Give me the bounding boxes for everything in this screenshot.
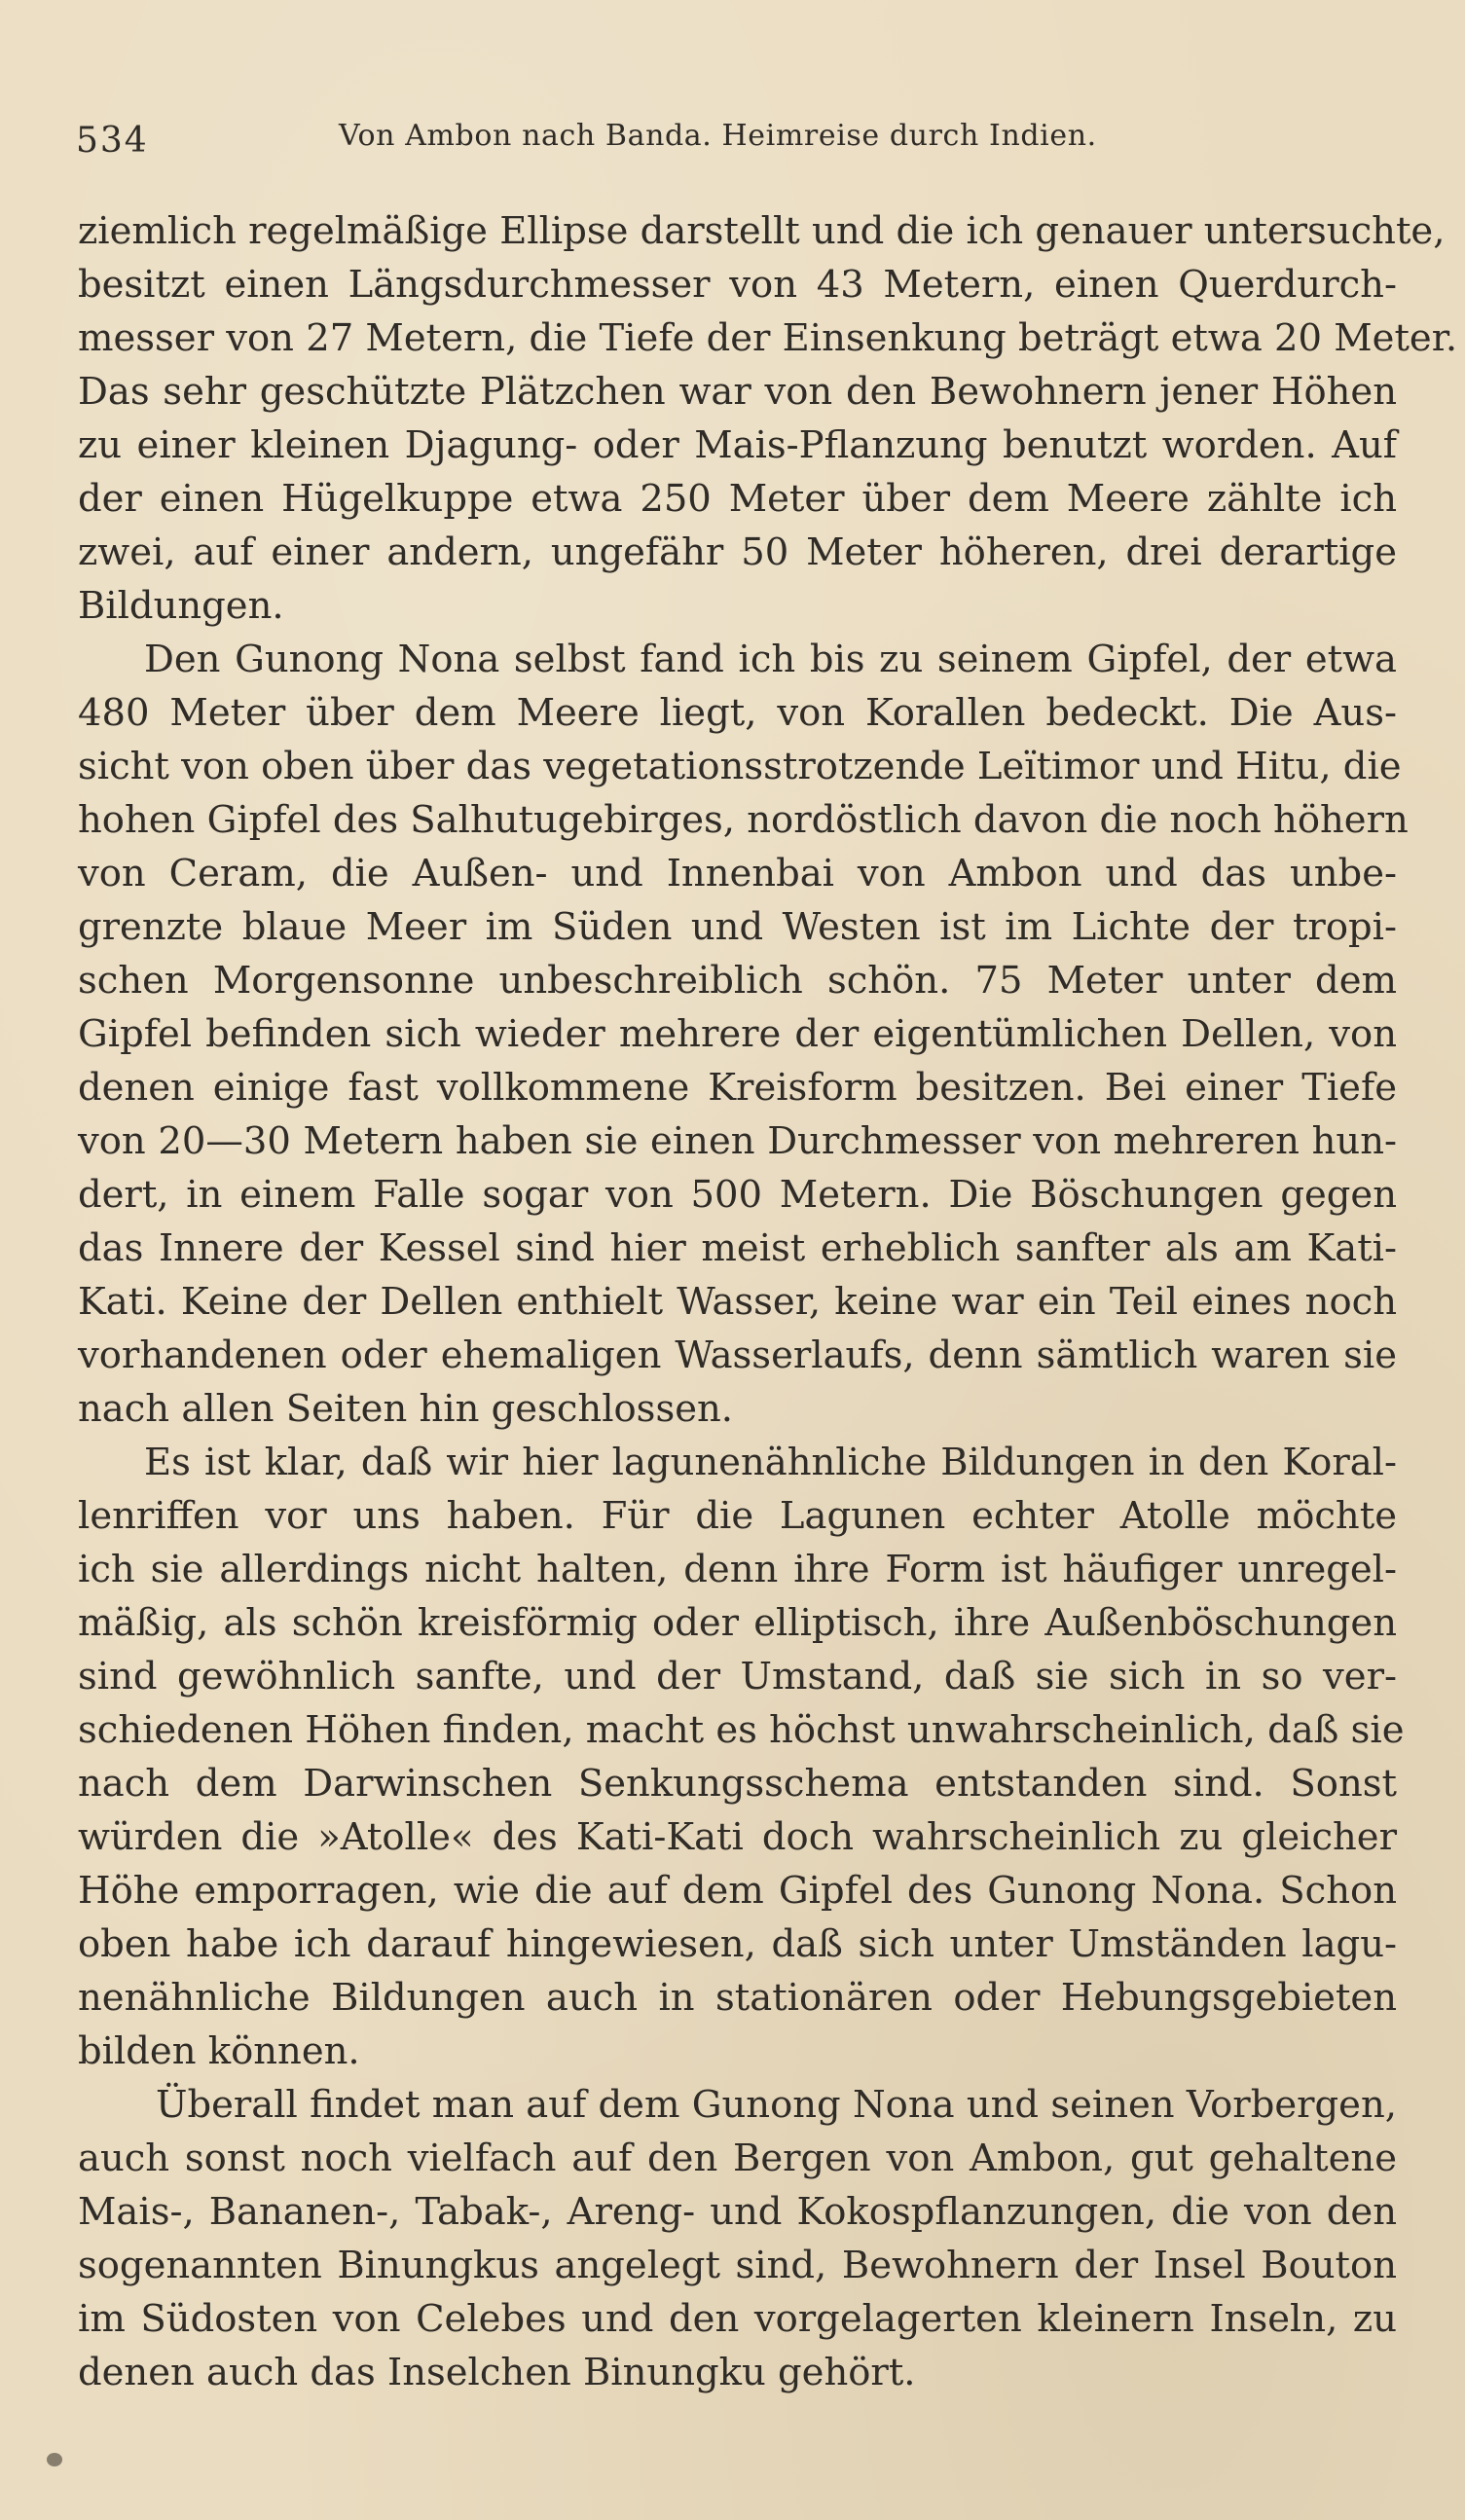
- paragraph-4: [78, 2078, 1397, 2399]
- text-line: auch sonst noch vielfach auf den Bergen von Ambon, gut gehaltene: [78, 2137, 1397, 2180]
- paragraph-3: [78, 1436, 1405, 2078]
- text-line: hohen Gipfel des Salhutugebirges, nordöstlich davon die noch höhern: [78, 798, 1409, 842]
- text-line: zu einer kleinen Djagung- oder Mais-Pflanzung benutzt worden. Auf: [78, 423, 1397, 467]
- text-line: Kati. Keine der Dellen enthielt Wasser, keine war ein Teil eines noch: [78, 1280, 1397, 1324]
- text-line: denen auch das Inselchen Binungku gehört.: [78, 2351, 916, 2394]
- text-line: oben habe ich darauf hingewiesen, daß sich unter Umständen lagu-: [78, 1922, 1397, 1966]
- paragraph-1: [78, 204, 1458, 633]
- running-title: Von Ambon nach Banda. Heimreise durch Indien.: [339, 119, 1097, 153]
- text-line: würden die »Atolle« des Kati-Kati doch wahrscheinlich zu gleicher: [78, 1815, 1397, 1859]
- text-line: nach dem Darwinschen Senkungsschema entstanden sind. Sonst: [78, 1762, 1397, 1806]
- text-line: Gipfel befinden sich wieder mehrere der eigentümlichen Dellen, von: [78, 1012, 1397, 1056]
- text-line: der einen Hügelkuppe etwa 250 Meter über dem Meere zählte ich: [78, 477, 1397, 521]
- running-head: [76, 115, 1380, 164]
- text-line: besitzt einen Längsdurchmesser von 43 Metern, einen Querdurch-: [78, 263, 1397, 307]
- text-line: grenzte blaue Meer im Süden und Westen ist im Lichte der tropi-: [78, 905, 1397, 949]
- text-line: sogenannten Binungkus angelegt sind, Bewohnern der Insel Bouton: [78, 2244, 1397, 2287]
- text-line: von 20—30 Metern haben sie einen Durchmesser von mehreren hun-: [78, 1119, 1397, 1163]
- page-number: 534: [76, 121, 149, 161]
- text-line: Mais-, Bananen-, Tabak-, Areng- und Kokospflanzungen, die von den: [78, 2190, 1397, 2234]
- text-line: ich sie allerdings nicht halten, denn ihre Form ist häufiger unregel-: [78, 1548, 1397, 1591]
- text-line: lenriffen vor uns haben. Für die Lagunen echter Atolle möchte: [78, 1494, 1397, 1538]
- text-line: bilden können.: [78, 2029, 360, 2073]
- text-line: zwei, auf einer andern, ungefähr 50 Meter höheren, drei derartige: [78, 530, 1397, 574]
- text-line: dert, in einem Falle sogar von 500 Metern. Die Böschungen gegen: [78, 1173, 1397, 1217]
- text-line: Das sehr geschützte Plätzchen war von den Bewohnern jener Höhen: [78, 370, 1397, 414]
- text-line: messer von 27 Metern, die Tiefe der Einsenkung beträgt etwa 20 Meter.: [78, 316, 1458, 360]
- text-line: mäßig, als schön kreisförmig oder elliptisch, ihre Außenböschungen: [78, 1601, 1397, 1645]
- text-line: schen Morgensonne unbeschreiblich schön. 75 Meter unter dem: [78, 959, 1397, 1003]
- text-line: schiedenen Höhen finden, macht es höchst unwahrscheinlich, daß sie: [78, 1708, 1405, 1752]
- text-line: von Ceram, die Außen- und Innenbai von Ambon und das unbe-: [78, 852, 1397, 895]
- text-line: denen einige fast vollkommene Kreisform besitzen. Bei einer Tiefe: [78, 1066, 1397, 1110]
- body-text: [78, 204, 1458, 2399]
- text-line: im Südosten von Celebes und den vorgelagerten kleinern Inseln, zu: [78, 2297, 1397, 2341]
- text-line: ziemlich regelmäßige Ellipse darstellt und die ich genauer untersuchte,: [78, 209, 1446, 253]
- text-line: Den Gunong Nona selbst fand ich bis zu seinem Gipfel, der etwa: [144, 638, 1397, 681]
- text-line: Es ist klar, daß wir hier lagunenähnliche Bildungen in den Koral-: [144, 1441, 1397, 1484]
- text-line: sicht von oben über das vegetationsstrotzende Leïtimor und Hitu, die: [78, 745, 1402, 788]
- text-line: nenähnliche Bildungen auch in stationären oder Hebungsgebieten: [78, 1976, 1397, 2020]
- text-line: Höhe emporragen, wie die auf dem Gipfel des Gunong Nona. Schon: [78, 1869, 1397, 1913]
- text-line: nach allen Seiten hin geschlossen.: [78, 1387, 734, 1431]
- text-line: das Innere der Kessel sind hier meist erheblich sanfter als am Kati-: [78, 1226, 1397, 1270]
- text-line: sind gewöhnlich sanfte, und der Umstand, daß sie sich in so ver-: [78, 1655, 1397, 1698]
- text-line: vorhandenen oder ehemaligen Wasserlaufs, denn sämtlich waren sie: [78, 1333, 1397, 1377]
- text-line: 480 Meter über dem Meere liegt, von Korallen bedeckt. Die Aus-: [78, 691, 1397, 735]
- paragraph-2: [78, 633, 1409, 1436]
- text-line: Überall findet man auf dem Gunong Nona und seinen Vorbergen,: [156, 2083, 1397, 2127]
- text-line: Bildungen.: [78, 584, 284, 628]
- paper-blemish: [47, 2453, 62, 2466]
